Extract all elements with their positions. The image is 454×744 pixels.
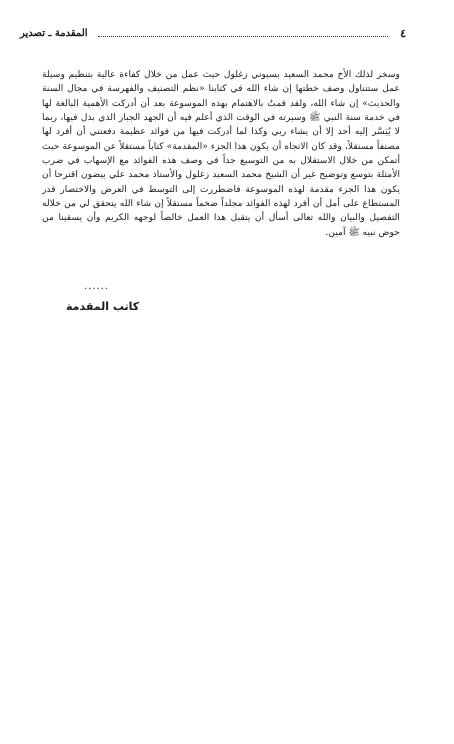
body-paragraph: وسخر لذلك الأخ محمد السعيد بسيوني زغلول حيث عمل من خلال كفاءة عالية بتنظيم وسيلة عمل ستتناول وصف خطتها إن شاء الله في كتابنا «نظم التصنيف والفهرسة في مجال السنة والحديث» إن شاء الله، ولقد قمتُ بالاهتمام بهذه الموسوعة بعد أن أدركت الأهمية البالغة لها في خدمة سنة النبي ﷺ وسيرته في الوقت الذي أعلم فيه أن الجهد الجبار الذي بذل فيها، ربما لا يُيَسَّر إليه أحد إلا أن يشاء ربي وكذا لما أدركت فيها من فوائد عظيمة دفعتني أن أفرد لها مصنفاً مستقلاً، وقد كان الاتجاه أن يكون هذا الجزء «المقدمة» كتاباً مستقلاً عن الموسوعة حيث أتمكن من خلال الاستقلال به من التوسيع جداً في وصف هذه الفوائد مع الإسهاب في ضرب الأمثلة بتوسع وتوضيح غير أن الشيخ محمد السعيد زغلول والأستاذ محمد علي بيضون اقترحا أن يكون هذا الجزء مقدمة لهذه الموسوعة فاضطررت إلى التوسط في العرض والاختصار قدر المستطاع على أمل أن أفرد لهذه الفوائد مجلداً ضخماً مستقلاً إن شاء الله يتحقق لي من خلاله التفصيل والبيان والله تعالى أسأل أن يتقبل هذا العمل خالصاً لوجهه الكريم وأن يسقينا من حوض نبيه ﷺ آمين. (42, 69, 400, 238)
running-header (20, 24, 406, 42)
running-title: المقدمة ـ تصدير (20, 27, 88, 39)
closing-ellipsis: ...... (84, 281, 110, 292)
page-number: ٤ (400, 26, 406, 40)
author-signature: كاتب المقدمة (66, 300, 140, 313)
body-paragraph-block (42, 68, 400, 240)
header-dotted-leader (98, 29, 389, 37)
